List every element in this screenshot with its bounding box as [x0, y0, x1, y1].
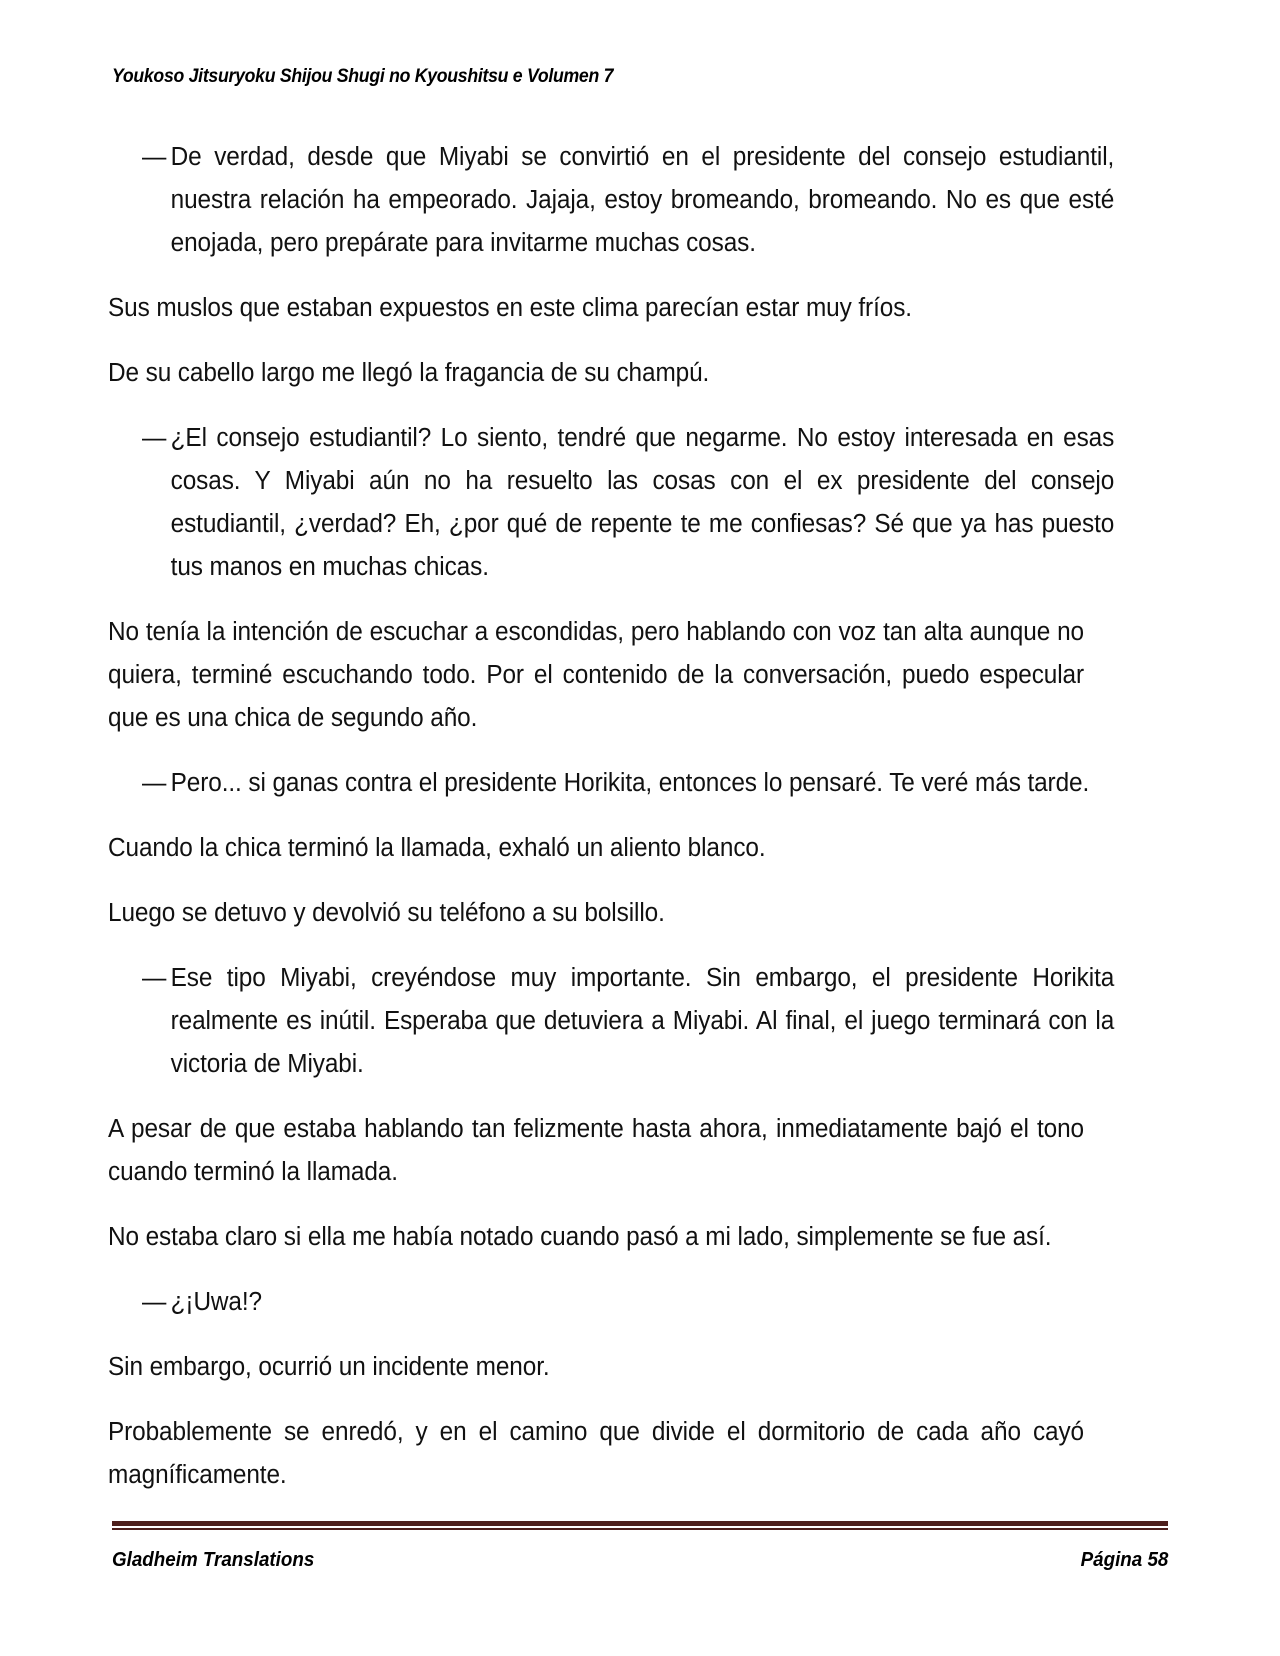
header-title: Youkoso Jitsuryoku Shijou Shugi no Kyoushitsu e Volumen 7: [112, 66, 614, 87]
page-header: [112, 66, 1168, 102]
paragraph-text: De verdad, desde que Miyabi se convirtió en el presidente del consejo estudiantil, nuestra relación ha empeorado. Jajaja, estoy bromeando, bromeando. No es que esté enojada, pero prepárate para invitarme muchas cosas.: [170, 143, 1115, 257]
paragraph-text: Sin embargo, ocurrió un incidente menor.: [108, 1353, 550, 1381]
em-dash-marker: —: [142, 964, 167, 992]
page-body: [108, 136, 1130, 1497]
narration-paragraph: [108, 892, 1084, 935]
narration-paragraph: [108, 1411, 1084, 1497]
narration-paragraph: [108, 1346, 1084, 1389]
paragraph-text: ¿¡Uwa!?: [170, 1288, 263, 1316]
paragraph-text: No estaba claro si ella me había notado cuando pasó a mi lado, simplemente se fue así.: [108, 1223, 1052, 1251]
paragraph-text: Luego se detuvo y devolvió su teléfono a su bolsillo.: [108, 899, 665, 927]
em-dash-marker: —: [142, 769, 167, 797]
narration-paragraph: [108, 1108, 1084, 1194]
narration-paragraph: [108, 1216, 1084, 1259]
em-dash-marker: —: [142, 143, 167, 171]
paragraph-text: ¿El consejo estudiantil? Lo siento, tendré que negarme. No estoy interesada en esas cosas. Y Miyabi aún no ha resuelto las cosas con el ex presidente del consejo estudiantil, ¿verdad? Eh, ¿por qué de repente te me confiesas? Sé que ya has puesto tus manos en muchas chicas.: [170, 424, 1115, 581]
dialogue-paragraph: [142, 136, 1114, 265]
paragraph-text: Sus muslos que estaban expuestos en este clima parecían estar muy fríos.: [108, 294, 912, 322]
footer-translator-credit: Gladheim Translations: [112, 1548, 315, 1571]
page-footer: [112, 1540, 1168, 1580]
narration-paragraph: [108, 287, 1084, 330]
dialogue-paragraph: [142, 957, 1114, 1086]
narration-paragraph: [108, 611, 1084, 740]
paragraph-text: De su cabello largo me llegó la fragancia de su champú.: [108, 359, 710, 387]
footer-separator: [112, 1521, 1168, 1530]
dialogue-paragraph: [142, 762, 1114, 805]
dialogue-paragraph: [142, 417, 1114, 589]
paragraph-text: Probablemente se enredó, y en el camino que divide el dormitorio de cada año cayó magníficamente.: [108, 1418, 1085, 1489]
dialogue-paragraph: [142, 1281, 1114, 1324]
paragraph-text: No tenía la intención de escuchar a escondidas, pero hablando con voz tan alta aunque no quiera, terminé escuchando todo. Por el contenido de la conversación, puedo especular que es una chica de segundo año.: [108, 618, 1085, 732]
em-dash-marker: —: [142, 424, 167, 452]
narration-paragraph: [108, 827, 1084, 870]
footer-rule-thin: [112, 1528, 1168, 1530]
paragraph-text: Ese tipo Miyabi, creyéndose muy importante. Sin embargo, el presidente Horikita realmente es inútil. Esperaba que detuviera a Miyabi. Al final, el juego terminará con la victoria de Miyabi.: [170, 964, 1115, 1078]
paragraph-text: A pesar de que estaba hablando tan felizmente hasta ahora, inmediatamente bajó el tono cuando terminó la llamada.: [108, 1115, 1085, 1186]
narration-paragraph: [108, 352, 1084, 395]
paragraph-text: Pero... si ganas contra el presidente Horikita, entonces lo pensaré. Te veré más tarde.: [170, 769, 1090, 797]
paragraph-text: Cuando la chica terminó la llamada, exhaló un aliento blanco.: [108, 834, 766, 862]
em-dash-marker: —: [142, 1288, 167, 1316]
footer-page-number: Página 58: [1080, 1548, 1168, 1571]
